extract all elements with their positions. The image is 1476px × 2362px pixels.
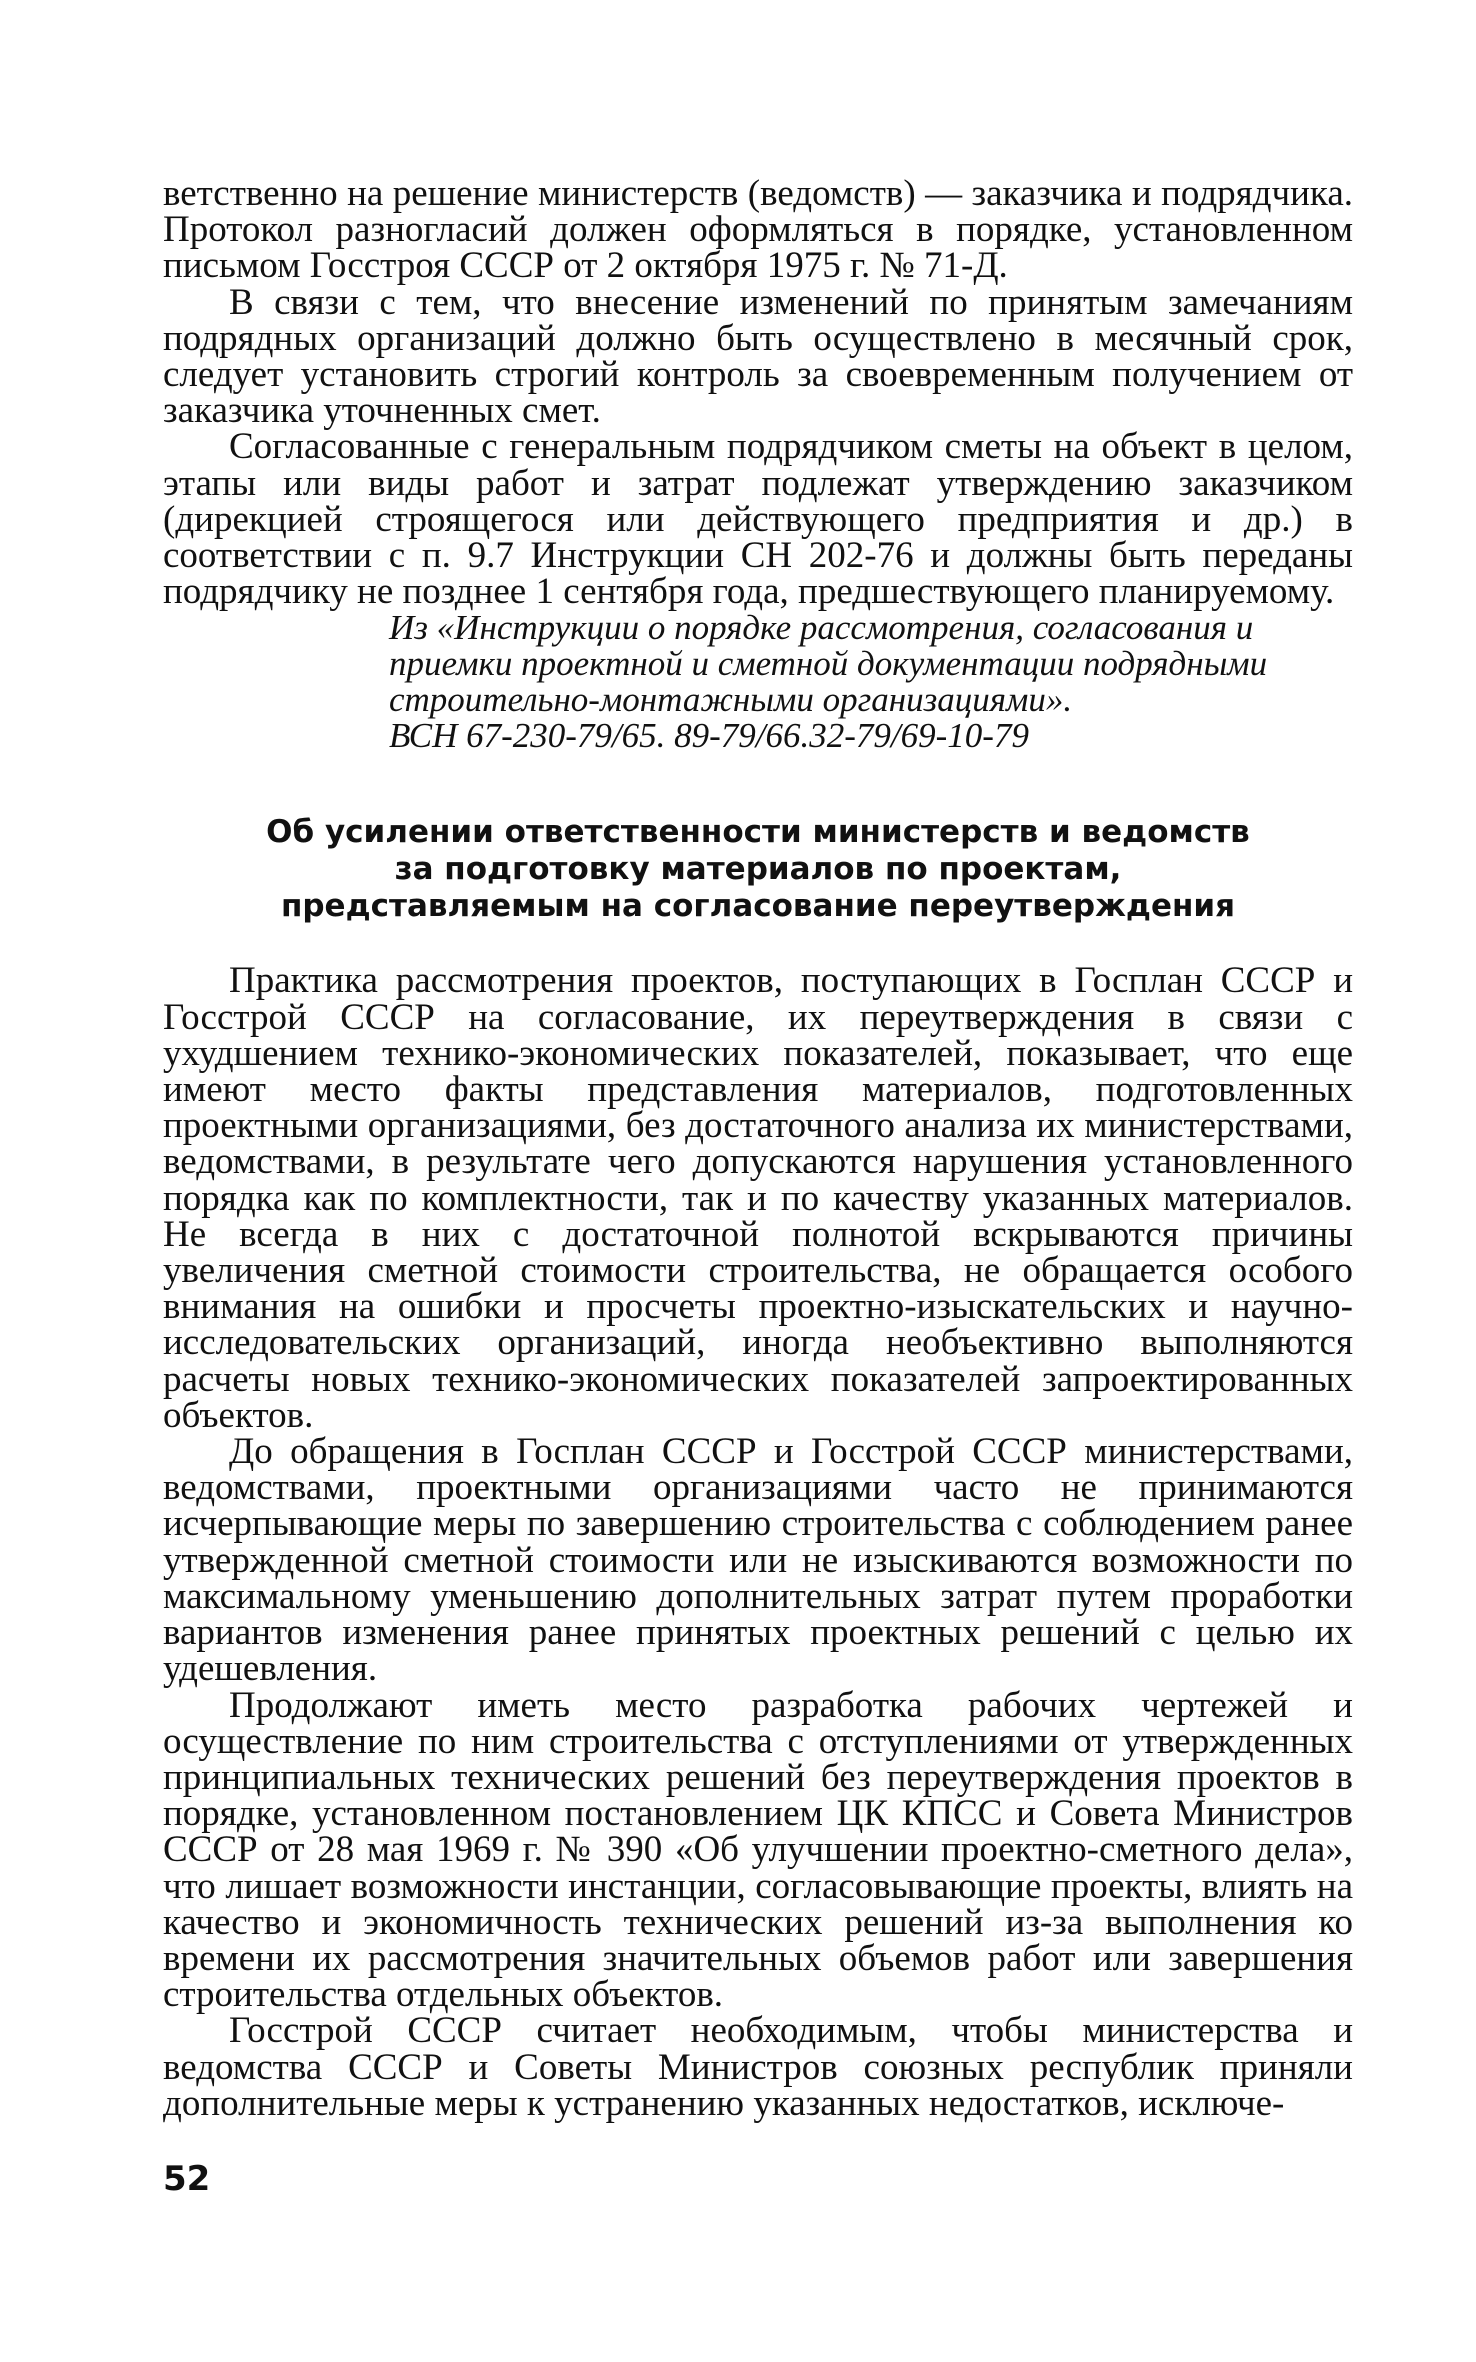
section-heading-line-2: за подготовку материалов по проектам, bbox=[394, 851, 1122, 888]
paragraph-deviations: Продолжают иметь место разработка рабочих чертежей и осуществление по ним строительства с отступлениями от утвержденных принципиальных технических решений без переутверждения проектов в порядке, установленном постановлением ЦК КПСС и Совета Министров СССР от 28 мая 1969 г. № 390 «Об улучшении проектно-сметного дела», что лишает возможности инстанции, согласовывающие проекты, влиять на качество и экономичность технических решений из-за выполнения ко времени их рассмотрения значительных объемов работ или завершения строительства отдельных объектов. bbox=[163, 1684, 1353, 2016]
section-heading bbox=[163, 814, 1353, 925]
source-citation bbox=[389, 610, 1353, 754]
paragraph-before-appeal: До обращения в Госплан СССР и Госстрой СССР министерствами, ведомствами, проектными организациями часто не принимаются исчерпывающие меры по завершению строительства с соблюдением ранее утвержденной сметной стоимости или не изыскиваются возможности по максимальному уменьшению дополнительных затрат путем проработки вариантов изменения ранее принятых проектных решений с целью их удешевления. bbox=[163, 1431, 1353, 1690]
section-heading-line-1: Об усилении ответственности министерств и ведомств bbox=[266, 814, 1250, 851]
page-content bbox=[163, 173, 1353, 2124]
paragraph-estimates-control: В связи с тем, что внесение изменений по принятым замечаниям подрядных организаций должно быть осуществлено в месячный срок, следует установить строгий контроль за своевременным получением от заказчика уточненных смет. bbox=[163, 281, 1353, 432]
source-citation-code: ВСН 67-230-79/65. 89-79/66.32-79/69-10-79 bbox=[389, 716, 1029, 756]
section-heading-line-3: представляемым на согласование переутверждения bbox=[280, 888, 1236, 925]
page-number: 52 bbox=[163, 2159, 211, 2199]
paragraph-estimates-approval: Согласованные с генеральным подрядчиком сметы на объект в целом, этапы или виды работ и затрат подлежат утверждению заказчиком (дирекцией строящегося или действующего предприятия и др.) в соответствии с п. 9.7 Инструкции СН 202-76 и должны быть переданы подрядчику не позднее 1 сентября года, предшествующего планируемому. bbox=[163, 426, 1353, 613]
paragraph-practice: Практика рассмотрения проектов, поступающих в Госплан СССР и Госстрой СССР на согласование, их переутверждения в связи с ухудшением технико-экономических показателей, показывает, что еще имеют место факты представления материалов, подготовленных проектными организациями, без достаточного анализа их министерствами, ведомствами, в результате чего допускаются нарушения установленного порядка как по комплектности, так и по качеству указанных материалов. Не всегда в них с достаточной полнотой вскрываются причины увеличения сметной стоимости строительства, не обращается особого внимания на ошибки и просчеты проектно-изыскательских и научно-исследовательских организаций, иногда необъективно выполняются расчеты новых технико-экономических показателей запроектированных объектов. bbox=[163, 960, 1353, 1436]
paragraph-continuation: ветственно на решение министерств (ведомств) — заказчика и подрядчика. Протокол разногласий должен оформляться в порядке, установленном письмом Госстроя СССР от 2 октября 1975 г. № 71-Д. bbox=[163, 173, 1353, 287]
paragraph-measures: Госстрой СССР считает необходимым, чтобы министерства и ведомства СССР и Советы Министров союзных республик приняли дополнительные меры к устранению указанных недостатков, исключе- bbox=[163, 2010, 1353, 2124]
section-body bbox=[163, 960, 1353, 2124]
source-citation-text: Из «Инструкции о порядке рассмотрения, согласования и приемки проектной и сметной документации подрядными строительно-монтажными организациями». bbox=[389, 608, 1268, 720]
